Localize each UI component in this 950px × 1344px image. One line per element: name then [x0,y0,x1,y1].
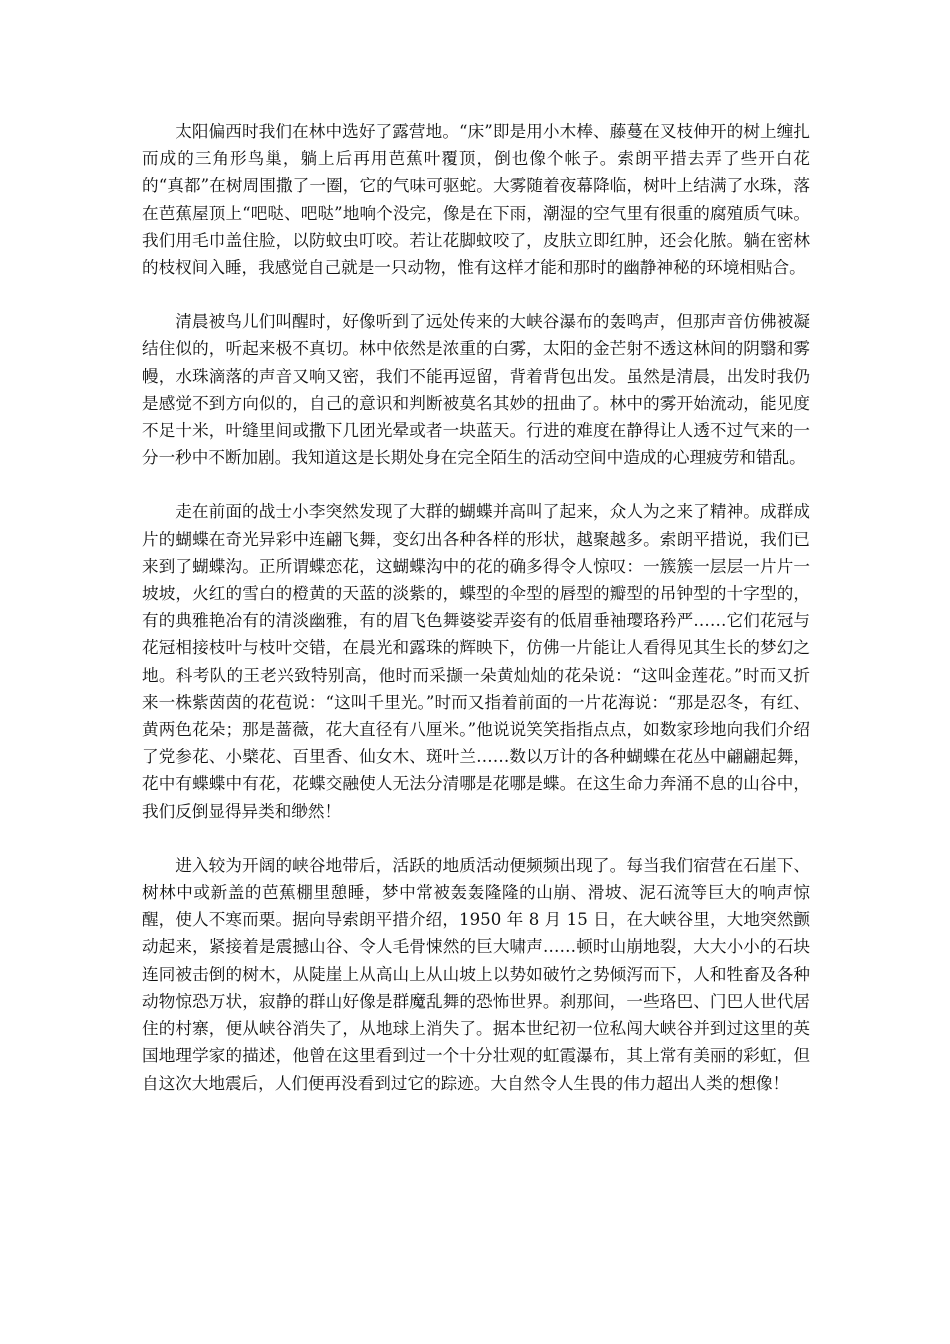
paragraph-butterfly-valley: 走在前面的战士小李突然发现了大群的蝴蝶并高叫了起来，众人为之来了精神。成群成片的蝴蝶在奇光异彩中连翩飞舞，变幻出各种各样的形状，越聚越多。索朗平措说，我们已来到了蝴蝶沟。正所谓蝶恋花，这蝴蝶沟中的花的确多得令人惊叹：一簇簇一层层一片片一坡坡，火红的雪白的橙黄的天蓝的淡紫的，蝶型的伞型的唇型的瓣型的吊钟型的十字型的，有的典雅艳冶有的清淡幽雅，有的眉飞色舞婆娑弄姿有的低眉垂袖璎珞矜严……它们花冠与花冠相接枝叶与枝叶交错，在晨光和露珠的辉映下，仿佛一片能让人看得见其生长的梦幻之地。科考队的王老兴致特别高，他时而采撷一朵黄灿灿的花朵说：“这叫金莲花。”时而又折来一株紫茵茵的花苞说：“这叫千里光。”时而又指着前面的一片花海说：“那是忍冬，有红、黄两色花朵；那是蔷薇，花大直径有八厘米。”他说说笑笑指指点点，如数家珍地向我们介绍了党参花、小檗花、百里香、仙女木、斑叶兰……数以万计的各种蝴蝶在花丛中翩翩起舞，花中有蝶蝶中有花，花蝶交融使人无法分清哪是花哪是蝶。在这生命力奔涌不息的山谷中，我们反倒显得异类和缈然！ [142,502,810,821]
paragraph-earthquake: 进入较为开阔的峡谷地带后，活跃的地质活动便频频出现了。每当我们宿营在石崖下、树林中或新盖的芭蕉棚里憩睡，梦中常被轰轰隆隆的山崩、滑坡、泥石流等巨大的响声惊醒，使人不寒而栗。据向导索朗平措介绍，1950 年 8 月 15 日，在大峡谷里，大地突然颤动起来，紧接着是震撼山谷、令人毛骨悚然的巨大啸声……顿时山崩地裂，大大小小的石块连同被击倒的树木，从陡崖上从高山上从山坡上以势如破竹之势倾泻而下，人和牲畜及各种动物惊恐万状，寂静的群山好像是群魔乱舞的恐怖世界。刹那间，一些珞巴、门巴人世代居住的村寨，便从峡谷消失了，从地球上消失了。据本世纪初一位私闯大峡谷并到过这里的英国地理学家的描述，他曾在这里看到过一个十分壮观的虹霞瀑布，其上常有美丽的彩虹，但自这次大地震后，人们便再没看到过它的踪迹。大自然令人生畏的伟力超出人类的想像！ [142,855,810,1093]
document-page [142,118,810,1124]
paragraph-campsite: 太阳偏西时我们在林中选好了露营地。“床”即是用小木棒、藤蔓在叉枝伸开的树上缠扎而成的三角形鸟巢，躺上后再用芭蕉叶覆顶，倒也像个帐子。索朗平措去弄了些开白花的“真都”在树周围撒了一圈，它的气味可驱蛇。大雾随着夜幕降临，树叶上结满了水珠，落在芭蕉屋顶上“吧哒、吧哒”地响个没完，像是在下雨，潮湿的空气里有很重的腐殖质气味。我们用毛巾盖住脸，以防蚊虫叮咬。若让花脚蚊咬了，皮肤立即红肿，还会化脓。躺在密林的枝杈间入睡，我感觉自己就是一只动物，惟有这样才能和那时的幽静神秘的环境相贴合。 [142,122,810,278]
paragraph-morning-fog: 清晨被鸟儿们叫醒时，好像听到了远处传来的大峡谷瀑布的轰鸣声，但那声音仿佛被凝结住似的，听起来极不真切。林中依然是浓重的白雾，太阳的金芒射不透这林间的阴翳和雾幔，水珠滴落的声音又响又密，我们不能再逗留，背着背包出发。虽然是清晨，出发时我仍是感觉不到方向似的，自己的意识和判断被莫名其妙的扭曲了。林中的雾开始流动，能见度不足十米，叶缝里间或撒下几团光晕或者一块蓝天。行进的难度在静得让人透不过气来的一分一秒中不断加剧。我知道这是长期处身在完全陌生的活动空间中造成的心理疲劳和错乱。 [142,312,810,468]
